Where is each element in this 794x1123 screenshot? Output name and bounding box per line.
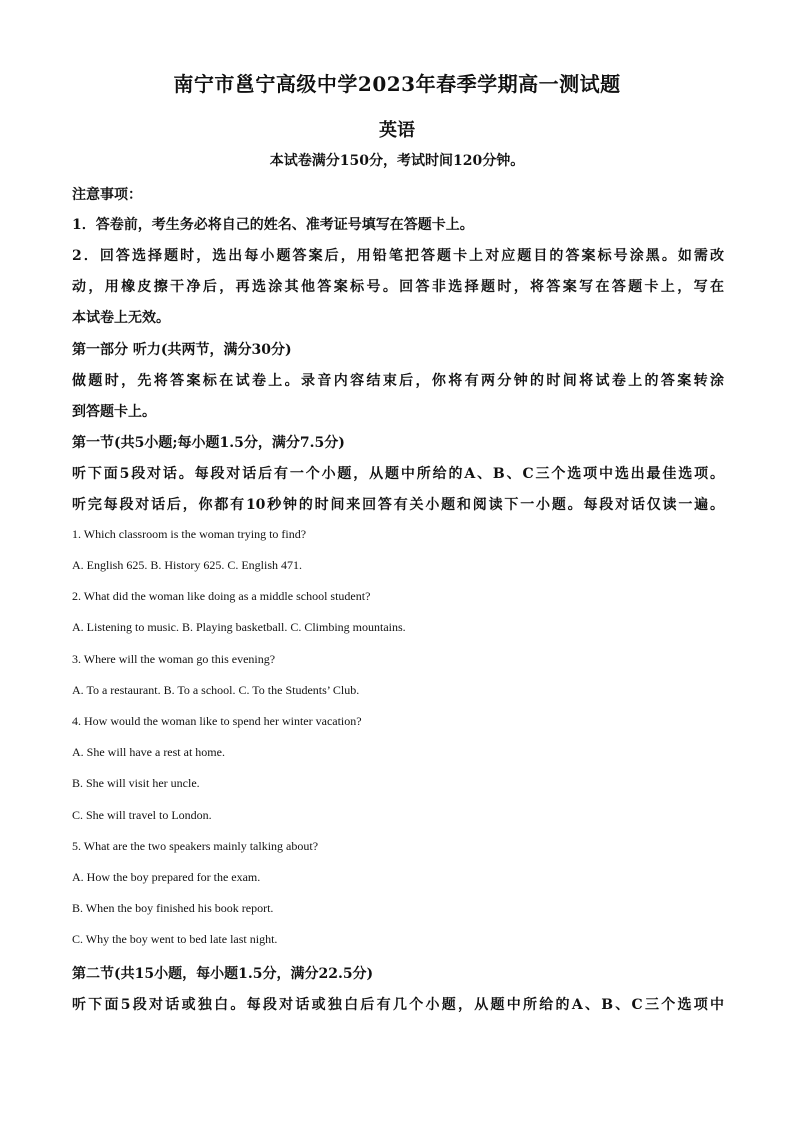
note-item-2-line-1: 2．回答选择题时，选出每小题答案后，用铅笔把答题卡上对应题目的答案标号涂黑。如需改 xyxy=(72,248,724,264)
section2-heading: 第二节(共15小题，每小题1.5分，满分22.5分) xyxy=(72,966,374,982)
section2-desc-line-1: 听下面5段对话或独白。每段对话或独白后有几个小题，从题中所给的A、B、C三个选项中 xyxy=(72,997,724,1013)
note-item-1: 1．答卷前，考生务必将自己的姓名、准考证号填写在答题卡上。 xyxy=(72,217,474,233)
note-item-2-line-3: 本试卷上无效。 xyxy=(72,310,170,326)
part1-heading: 第一部分 听力(共两节，满分30分) xyxy=(72,342,292,358)
exam-info: 本试卷满分150分，考试时间120分钟。 xyxy=(269,153,525,169)
notes-heading: 注意事项： xyxy=(72,187,142,203)
question-5-stem: 5. What are the two speakers mainly talking about? xyxy=(72,839,319,853)
question-1-stem: 1. Which classroom is the woman trying to find? xyxy=(72,527,307,541)
question-4-stem: 4. How would the woman like to spend her winter vacation? xyxy=(72,714,362,728)
subject-title: 英语 xyxy=(379,120,415,141)
section1-desc-line-2: 听完每段对话后，你都有10秒钟的时间来回答有关小题和阅读下一小题。每段对话仅读一遍。 xyxy=(72,497,724,513)
question-1-options: A. English 625. B. History 625. C. English 471. xyxy=(72,558,303,572)
question-4-option-b: B. She will visit her uncle. xyxy=(72,776,200,790)
question-3-options: A. To a restaurant. B. To a school. C. To the Students’ Club. xyxy=(72,683,360,697)
question-5-option-b: B. When the boy finished his book report. xyxy=(72,901,274,915)
part1-desc-line-2: 到答题卡上。 xyxy=(72,404,156,420)
section1-desc-line-1: 听下面5段对话。每段对话后有一个小题，从题中所给的A、B、C三个选项中选出最佳选项。 xyxy=(72,466,724,482)
page-title: 南宁市邕宁高级中学2023年春季学期高一测试题 xyxy=(173,72,621,96)
section1-heading: 第一节(共5小题;每小题1.5分，满分7.5分) xyxy=(72,435,345,451)
note-item-2-line-2: 动，用橡皮擦干净后，再选涂其他答案标号。回答非选择题时，将答案写在答题卡上，写在 xyxy=(72,279,724,295)
question-3-stem: 3. Where will the woman go this evening? xyxy=(72,652,276,666)
question-2-options: A. Listening to music. B. Playing basketball. C. Climbing mountains. xyxy=(72,620,406,634)
question-5-option-c: C. Why the boy went to bed late last night. xyxy=(72,932,278,946)
question-4-option-a: A. She will have a rest at home. xyxy=(72,745,225,759)
question-5-option-a: A. How the boy prepared for the exam. xyxy=(72,870,261,884)
question-2-stem: 2. What did the woman like doing as a middle school student? xyxy=(72,589,371,603)
part1-desc-line-1: 做题时，先将答案标在试卷上。录音内容结束后，你将有两分钟的时间将试卷上的答案转涂 xyxy=(72,373,724,389)
question-4-option-c: C. She will travel to London. xyxy=(72,808,212,822)
